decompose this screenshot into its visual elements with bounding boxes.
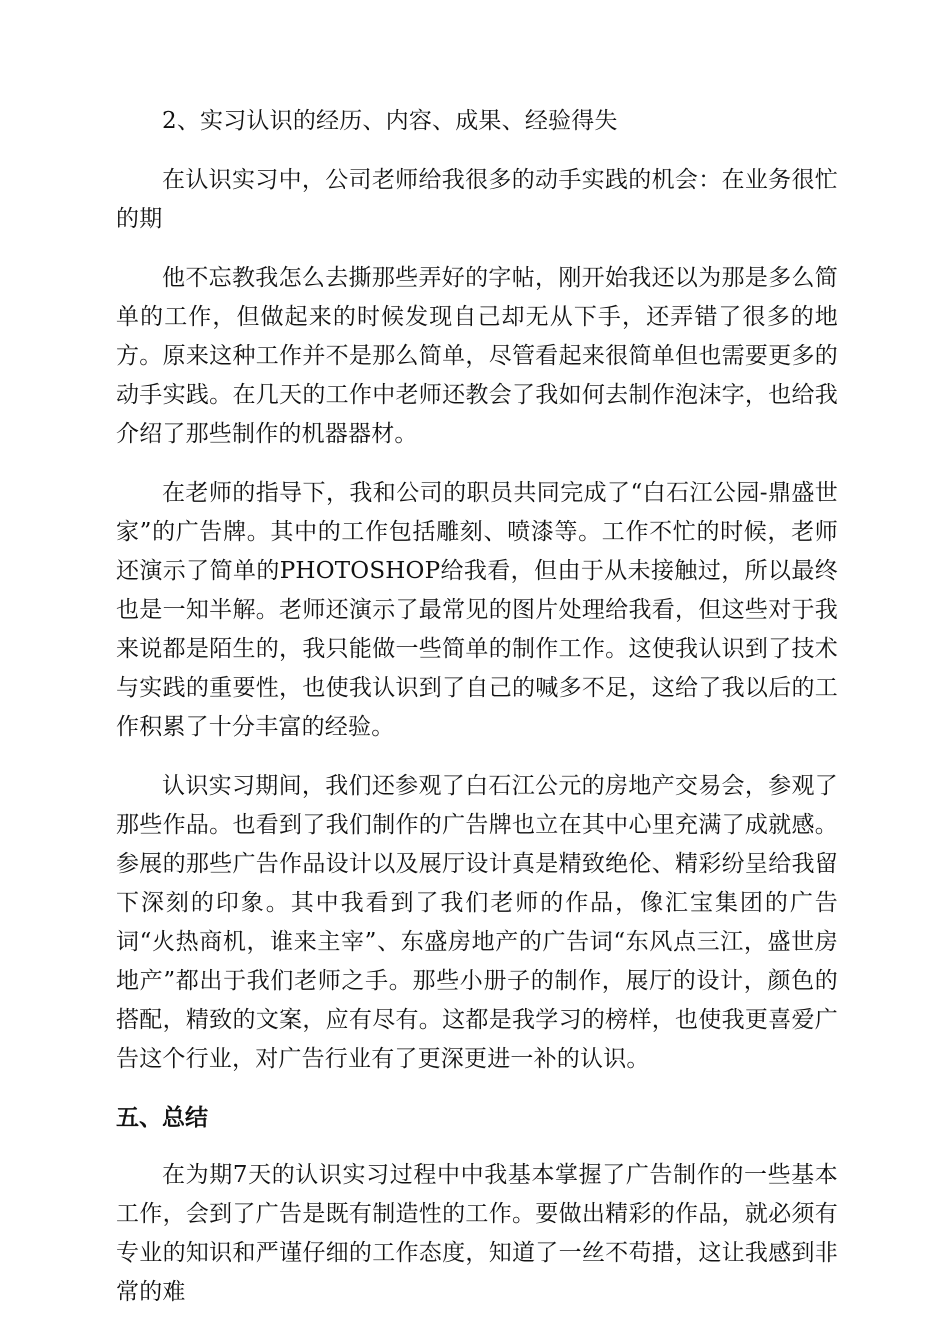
paragraph-2: 他不忘教我怎么去撕那些弄好的字帖，刚开始我还以为那是多么简单的工作，但做起来的时候发现自己却无从下手，还弄错了很多的地方。原来这种工作并不是那么简单，尽管看起来很简单但也需要更多的动手实践。在几天的工作中老师还教会了我如何去制作泡沫字，也给我介绍了那些制作的机器器材。 xyxy=(116,265,838,447)
paragraph-4: 认识实习期间，我们还参观了白石江公元的房地产交易会，参观了那些作品。也看到了我们制作的广告牌也立在其中心里充满了成就感。参展的那些广告作品设计以及展厅设计真是精致绝伦、精彩纷呈给我留下深刻的印象。其中我看到了我们老师的作品，像汇宝集团的广告词“火热商机，谁来主宰”、东盛房地产的广告词“东风点三江，盛世房地产”都出于我们老师之手。那些小册子的制作，展厅的设计，颜色的搭配，精致的文案，应有尽有。这都是我学习的榜样，也使我更喜爱广告这个行业，对广告行业有了更深更进一补的认识。 xyxy=(116,773,838,1072)
paragraph-1: 在认识实习中，公司老师给我很多的动手实践的机会：在业务很忙的期 xyxy=(116,167,838,232)
document-body xyxy=(116,102,838,1332)
section-title: 五、总结 xyxy=(116,1105,208,1131)
subheading: 2、实习认识的经历、内容、成果、经验得失 xyxy=(162,108,618,134)
paragraph-3: 在老师的指导下，我和公司的职员共同完成了“白石江公园-鼎盛世家”的广告牌。其中的工作包括雕刻、喷漆等。工作不忙的时候，老师还演示了简单的PHOTOSHOP给我看，但由于从未接触过，所以最终也是一知半解。老师还演示了最常见的图片处理给我看，但这些对于我来说都是陌生的，我只能做一些简单的制作工作。这使我认识到了技术与实践的重要性，也使我认识到了自己的喊多不足，这给了我以后的工作积累了十分丰富的经验。 xyxy=(116,480,838,740)
final-paragraph: 在为期7天的认识实习过程中中我基本掌握了广告制作的一些基本工作，会到了广告是既有制造性的工作。要做出精彩的作品，就必须有专业的知识和严谨仔细的工作态度，知道了一丝不苟措，这让我感到非常的难 xyxy=(116,1162,838,1305)
